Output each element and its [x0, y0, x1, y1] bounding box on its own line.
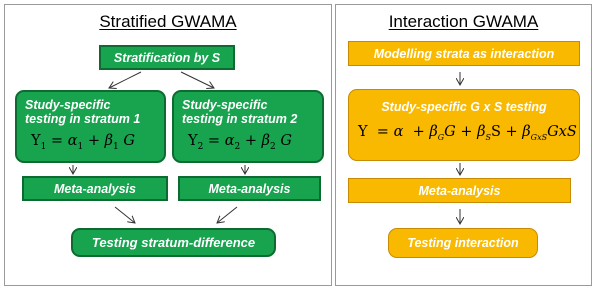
interaction-gwama-title: Interaction GWAMA: [388, 12, 539, 31]
stratum2-label-line1: Study-specific: [182, 98, 268, 112]
meta-analysis-box-2: Meta-analysis: [178, 176, 321, 201]
stratified-gwama-title: Stratified GWAMA: [99, 12, 237, 31]
interaction-formula: $Y = \alpha + \beta_GG + \beta_SS + \beta_{GxS}GxS$: [358, 124, 577, 142]
meta-analysis-box-1: Meta-analysis: [22, 176, 168, 201]
arrow-meta2-to-difference: [217, 207, 237, 223]
stratification-box: Stratification by S: [99, 45, 235, 70]
arrow-meta1-to-difference: [115, 207, 135, 223]
testing-interaction-box: Testing interaction: [388, 228, 538, 258]
modelling-strata-box: Modelling strata as interaction: [348, 41, 580, 66]
stratum1-formula: $Y_1 = \alpha_1 + \beta_1$ G: [31, 133, 135, 152]
left-flow-arrows: [5, 5, 333, 287]
stratum2-label-line2: testing in stratum 2: [182, 112, 298, 126]
right-flow-arrows: [336, 5, 593, 287]
gxs-testing-label: Study-specific G x S testing: [381, 100, 547, 114]
stratum1-label-line2: testing in stratum 1: [25, 112, 141, 126]
interaction-gwama-panel: [335, 4, 592, 286]
stratum1-label-line1: Study-specific: [25, 98, 111, 112]
testing-stratum-difference-box: Testing stratum-difference: [71, 228, 276, 257]
meta-analysis-box: Meta-analysis: [348, 178, 571, 203]
stratum2-formula: $Y_2 = \alpha_2 + \beta_2$ G: [188, 133, 292, 152]
arrow-stratification-to-stratum1: [109, 72, 141, 88]
arrow-stratification-to-stratum2: [181, 72, 214, 88]
stratified-gwama-panel: [4, 4, 332, 286]
